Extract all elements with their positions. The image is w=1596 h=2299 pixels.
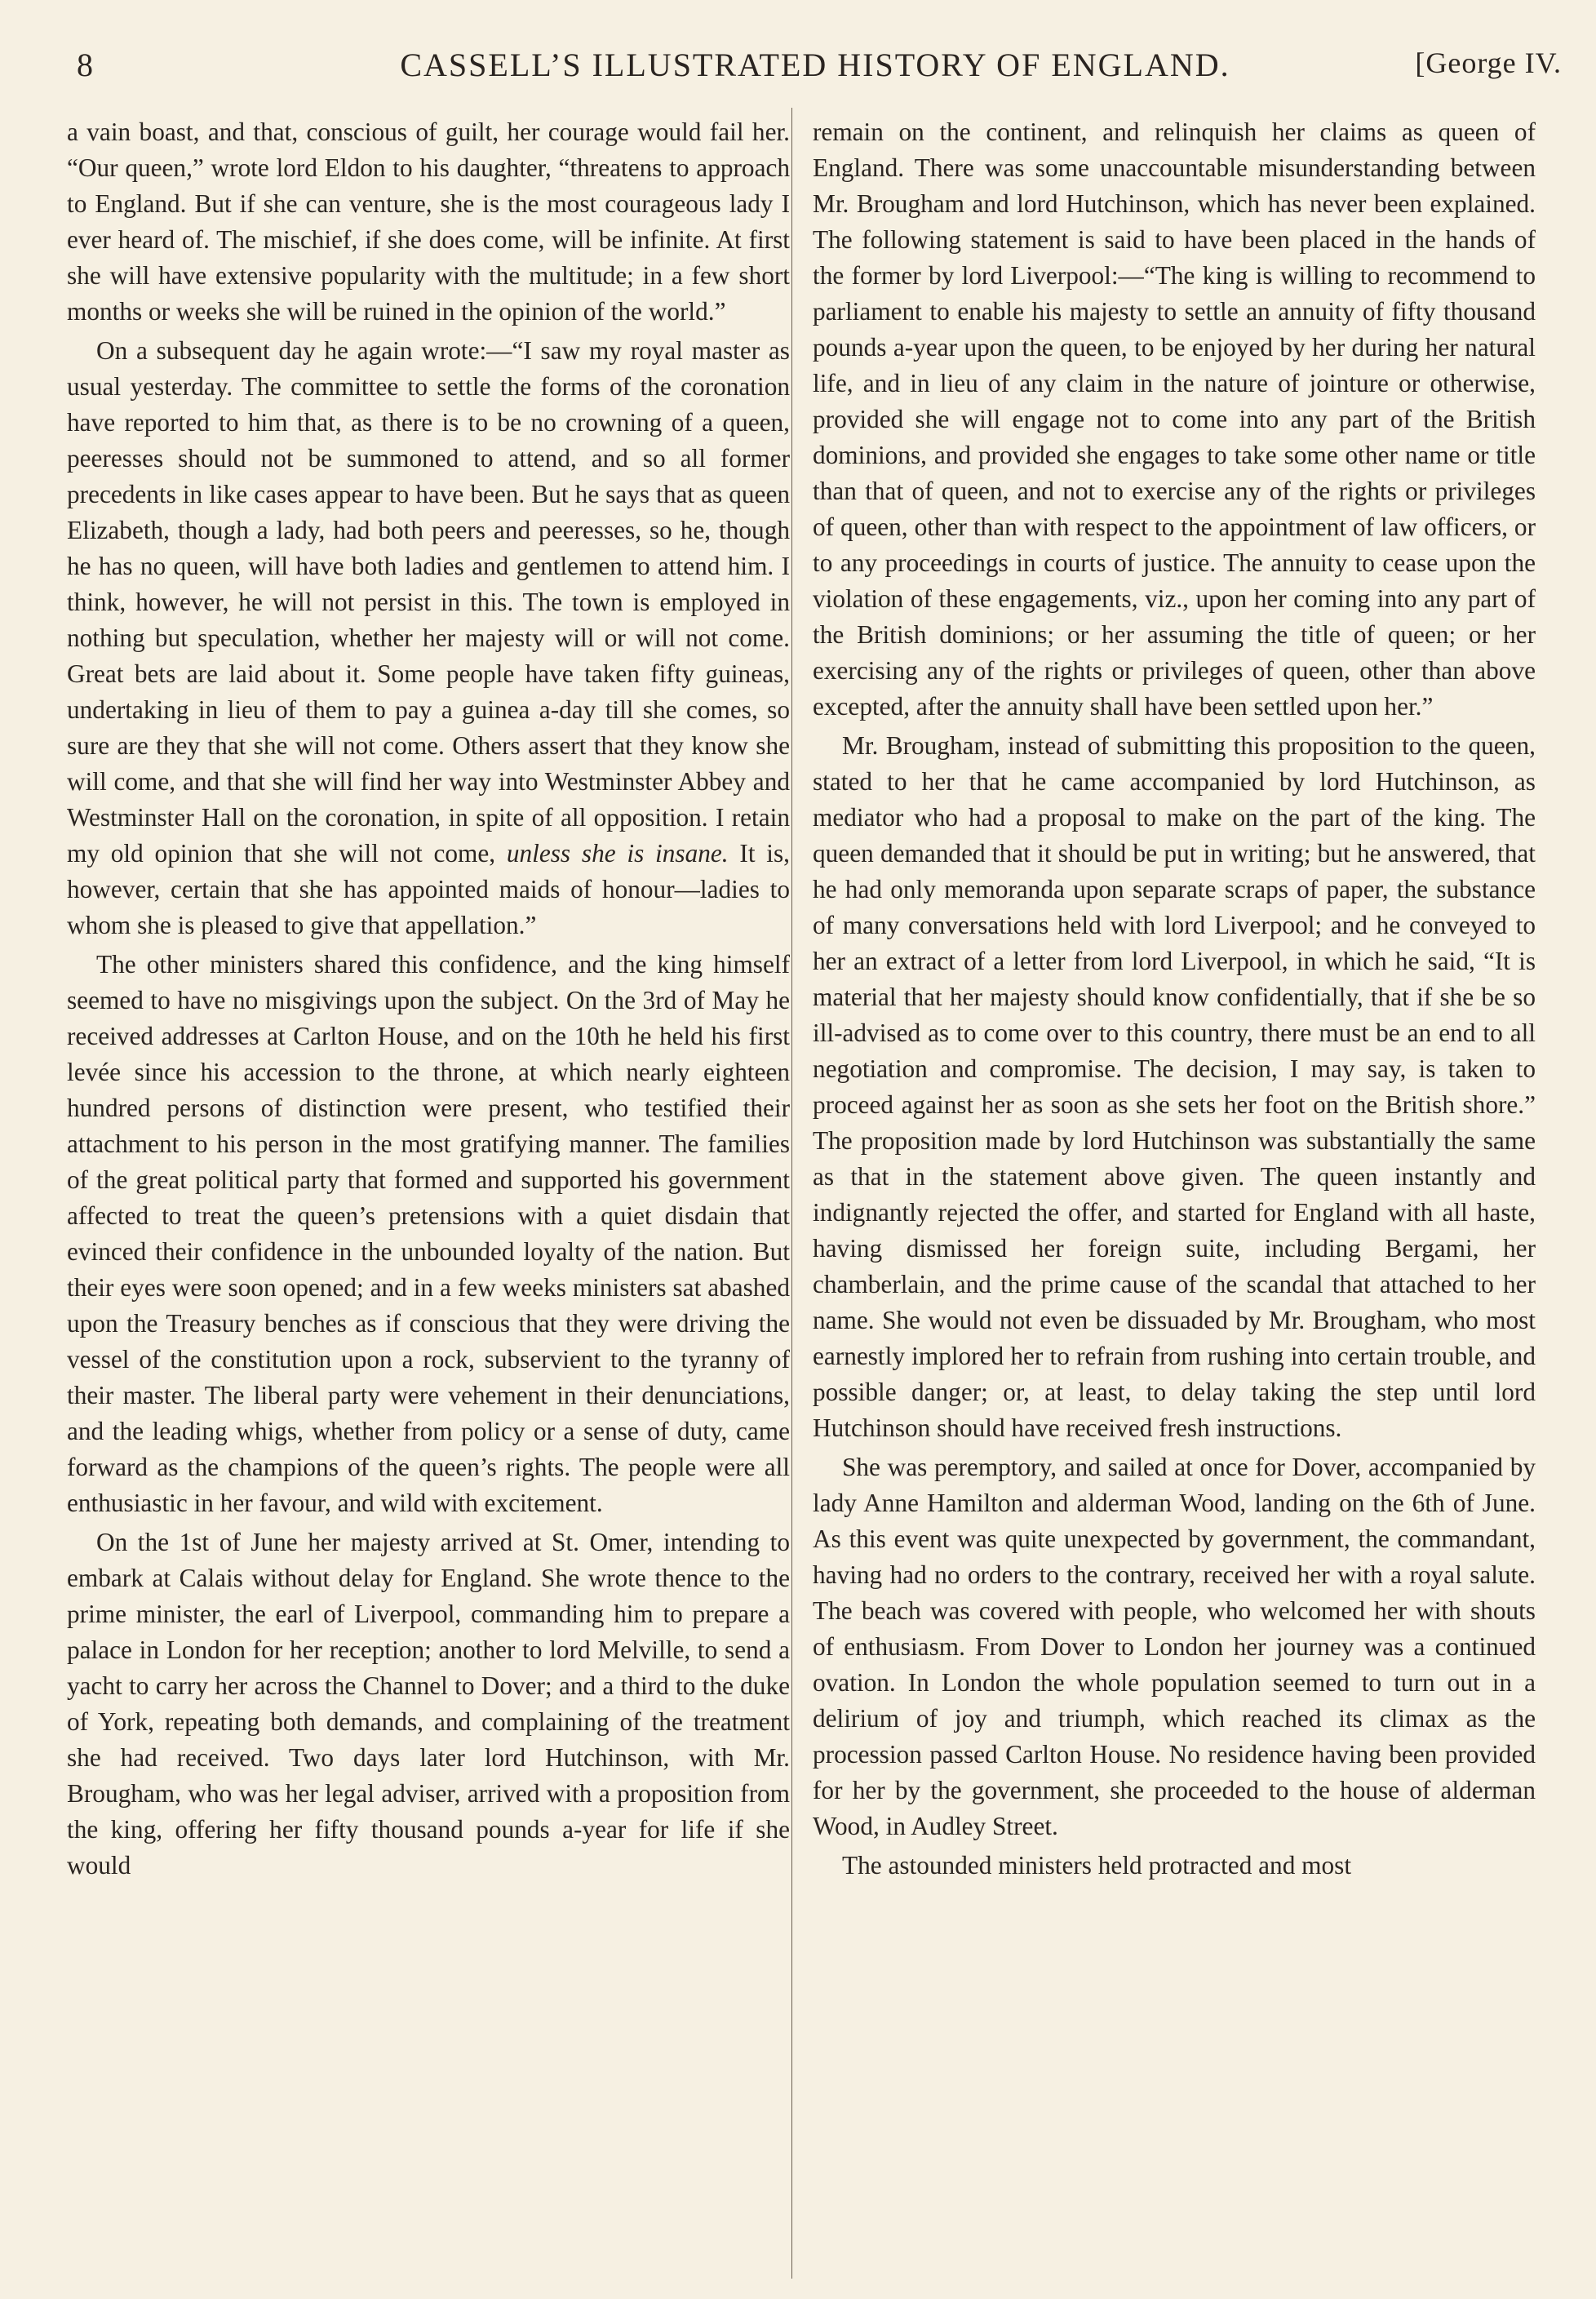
paragraph bbox=[67, 333, 790, 943]
paragraph: remain on the continent, and relinquish her claims as queen of England. There was some unaccountable misunderstanding between Mr. Brougham and lord Hutchinson, which has never been explained. The following statement is said to have been placed in the hands of the former by lord Liverpool:—“The king is willing to recommend to parliament to enable his majesty to settle an annuity of fifty thousand pounds a-year upon the queen, to be enjoyed by her during her natural life, and in lieu of any claim in the nature of jointure or otherwise, provided she will engage not to come into any part of the British dominions, and provided she engages to take some other name or title than that of queen, and not to exercise any of the rights or privileges of queen, other than with respect to the appointment of law officers, or to any proceedings in courts of justice. The annuity to cease upon the violation of these engagements, viz., upon her coming into any part of the British dominions; or her assuming the title of queen; or her exercising any of the rights or privileges of queen, other than above excepted, after the annuity shall have been settled upon her.” bbox=[813, 118, 1536, 721]
column-divider bbox=[791, 108, 792, 2279]
paragraph: She was peremptory, and sailed at once for Dover, accompanied by lady Anne Hamilton and alderman Wood, landing on the 6th of June. As this event was quite unexpected by government, the commandant, having had no orders to the contrary, received her with a royal salute. The beach was covered with people, who welcomed her with shouts of enthusiasm. From Dover to London her journey was a continued ovation. In London the whole population seemed to turn out in a delirium of joy and triumph, which reached its climax as the procession passed Carlton House. No residence having been provided for her by the government, she proceeded to the house of alderman Wood, in Audley Street. bbox=[813, 1453, 1536, 1840]
paragraph: The other ministers shared this confidence, and the king himself seemed to have no misgivings upon the subject. On the 3rd of May he received addresses at Carlton House, and on the 10th he held his first levée since his accession to the throne, at which nearly eighteen hundred persons of distinction were present, who testified their attachment to his person in the most gratifying manner. The families of the great political party that formed and supported his government affected to treat the queen’s pretensions with a quiet disdain that evinced their confidence in the unbounded loyalty of the nation. But their eyes were soon opened; and in a few weeks ministers sat abashed upon the Treasury benches as if conscious that they were driving the vessel of the constitution upon a rock, subservient to the tyranny of their master. The liberal party were vehement in their denunciations, and the leading whigs, whether from policy or a sense of duty, came forward as the champions of the queen’s rights. The people were all enthusiastic in her favour, and wild with excitement. bbox=[67, 950, 790, 1517]
page-header bbox=[69, 38, 1562, 95]
paragraph: The astounded ministers held protracted and most bbox=[842, 1851, 1352, 1880]
paragraph-text: It is, however, certain that she has appointed maids of honour—ladies to whom she is pleased to give that appellation.” bbox=[67, 839, 790, 939]
right-column bbox=[813, 114, 1536, 2269]
running-title: CASSELL’S ILLUSTRATED HISTORY OF ENGLAND. bbox=[400, 47, 1230, 83]
paragraph: Mr. Brougham, instead of submitting this proposition to the queen, stated to her that he came accompanied by lord Hutchinson, as mediator who had a proposal to make on the part of the king. The queen demanded that it should be put in writing; but he answered, that he had only memoranda upon separate scraps of paper, the substance of many conversations held with lord Liverpool; and he conveyed to her an extract of a letter from lord Liverpool, in which he said, “It is material that her majesty should know confidentially, that if she be so ill-advised as to come over to this country, there must be an end to all negotiation and compromise. The decision, I may say, is taken to proceed against her as soon as she sets her foot on the British shore.” The proposition made by lord Hutchinson was substantially the same as that in the statement above given. The queen instantly and indignantly rejected the offer, and started for England with all haste, having dismissed her foreign suite, including Bergami, her chamberlain, and the prime cause of the scandal that attached to her name. She would not even be dissuaded by Mr. Brougham, who most earnestly implored her to refrain from rushing into certain trouble, and possible danger; or, at least, to delay taking the step until lord Hutchinson should have received fresh instructions. bbox=[813, 731, 1536, 1442]
left-column bbox=[67, 114, 790, 2269]
page-number: 8 bbox=[77, 47, 93, 83]
paragraph: On the 1st of June her majesty arrived at St. Omer, intending to embark at Calais without delay for England. She wrote thence to the prime minister, the earl of Liverpool, commanding him to prepare a palace in London for her reception; another to lord Melville, to send a yacht to carry her across the Channel to Dover; and a third to the duke of York, repeating both demands, and complaining of the treatment she had received. Two days later lord Hutchinson, with Mr. Brougham, who was her legal adviser, arrived with a proposition from the king, offering her fifty thousand pounds a-year for life if she would bbox=[67, 1528, 790, 1880]
italic-phrase: unless she is insane. bbox=[506, 839, 729, 868]
paragraph-text: On a subsequent day he again wrote:—“I saw my royal master as usual yesterday. The committee to settle the forms of the coronation have reported to him that, as there is to be no crowning of a queen, peeresses should not be summoned to attend, and so all former precedents in like cases appear to have been. But he says that as queen Elizabeth, though a lady, had both peers and peeresses, so he, though he has no queen, will have both ladies and gentlemen to attend him. I think, however, he will not persist in this. The town is employed in nothing but speculation, whether her majesty will or will not come. Great bets are laid about it. Some people have taken fifty guineas, undertaking in lieu of them to pay a guinea a-day till she comes, so sure are they that she will not come. Others assert that they know she will come, and that she will find her way into Westminster Abbey and Westminster Hall on the coronation, in spite of all opposition. I retain my old opinion that she will not come, bbox=[67, 336, 790, 868]
paragraph: a vain boast, and that, conscious of guilt, her courage would fail her. “Our queen,” wrote lord Eldon to his daughter, “threatens to approach to England. But if she can venture, she is the most courageous lady I ever heard of. The mischief, if she does come, will be infinite. At first she will have extensive popularity with the multitude; in a few short months or weeks she will be ruined in the opinion of the world.” bbox=[67, 118, 790, 326]
running-section: [George IV. bbox=[1415, 47, 1562, 79]
